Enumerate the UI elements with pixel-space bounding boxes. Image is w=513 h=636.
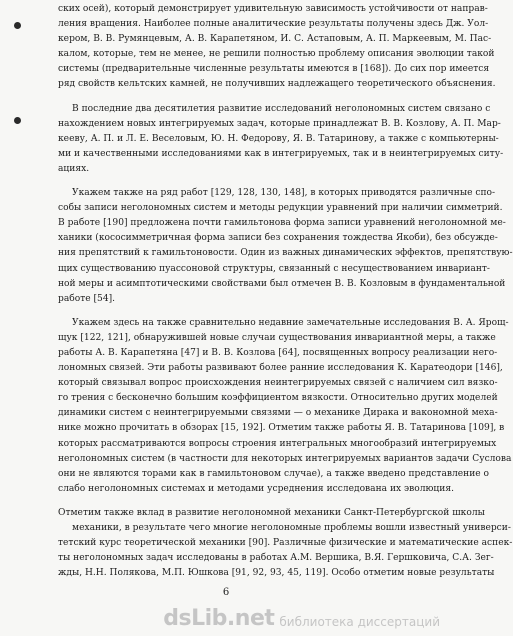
paragraph-gap: [58, 497, 426, 506]
text-line: ациях.: [58, 163, 90, 174]
text-line: ряд свойств кельтских камней, не получивших надлежащего теоретического объяснения.: [58, 79, 496, 90]
text-line: нике можно прочитать в обзорах [15, 192]. Отметим также работы Я. В. Татаринова [109], в: [58, 423, 505, 434]
text-line: ханики (кососимметричная форма записи без сохранения тождества Якоби), без обсужде-: [58, 233, 498, 244]
paragraph-gap: [58, 177, 426, 186]
text-line: они не являются торами как в гамильтоновом случае), а также введено представление о: [58, 468, 490, 479]
margin-bullet-mark: [14, 117, 21, 124]
page-number: 6: [222, 587, 230, 598]
text-line: который связывал вопрос происхождения неинтегрируемых связей с наличием сил вязко-: [58, 378, 498, 389]
text-line: В последние два десятилетия развитие исследований неголономных систем связано с: [72, 103, 491, 114]
text-line: динамики систем с неинтегрируемыми связями — о механике Дирака и вакономной меха-: [58, 408, 498, 419]
text-line: ления вращения. Наиболее полные аналитические результаты получены здесь Дж. Уол-: [58, 19, 489, 30]
text-line: нахождением новых интегрируемых задач, которые принадлежат В. В. Козлову, А. П. Мар-: [58, 118, 501, 129]
watermark-subtitle: библиотека диссертаций: [279, 615, 440, 629]
text-line: работы А. В. Карапетяна [47] и В. В. Козлова [64], посвященных вопросу реализации него-: [58, 347, 498, 358]
text-line: кером, В. В. Румянцевым, А. В. Карапетяном, И. С. Астаповым, А. П. Маркеевым, М. Пас-: [58, 34, 492, 45]
text-line: В работе [190] предложена почти гамильтонова форма записи уравнений неголономной ме-: [58, 218, 506, 229]
paragraph-gap: [58, 307, 426, 316]
paragraph-gap: [58, 93, 426, 102]
text-line: неголономных систем (в частности для некоторых интегрируемых вариантов задачи Суслова: [58, 453, 512, 464]
text-line: ских осей), который демонстрирует удивительную зависимость устойчивости от направ-: [58, 4, 488, 14]
text-line: ния препятствий к гамильтоновости. Один из важных динамических эффектов, препятствую-: [58, 248, 513, 259]
text-line: лономных связей. Эти работы развивают более ранние исследования К. Каратеодори [146],: [58, 363, 503, 374]
text-line: кееву, А. П. и Л. Е. Веселовым, Ю. Н. Федорову, Я. В. Татаринову, а также с компьютерны-: [58, 133, 499, 144]
text-line: ты неголономных задач исследованы в работах А.М. Вершика, В.Я. Гершковича, С.А. Зег-: [58, 553, 494, 564]
document-body: [58, 2, 513, 581]
text-line: которых рассматриваются вопросы строения интегральных многообразий интегрируемых: [58, 438, 497, 449]
text-line: слабо неголономных системах и методами усреднения исследована их эволюция.: [58, 483, 454, 494]
site-watermark: [163, 604, 440, 630]
text-line: щих существованию пуассоновой структуры, связанный с несуществованием инвариант-: [58, 263, 490, 274]
margin-bullet-mark: [14, 22, 21, 29]
text-line: калом, которые, тем не менее, не решили полностью проблему описания эволюции такой: [58, 49, 495, 60]
text-line: Укажем здесь на также сравнительно недавние замечательные исследования В. А. Ярощ-: [72, 317, 509, 328]
text-line: работе [54].: [58, 293, 116, 304]
text-line: жды, Н.Н. Полякова, М.П. Юшкова [91, 92, 93, 45, 119]. Особо отметим новые результаты: [58, 568, 495, 579]
text-line: ми и качественными исследованиями как в интегрируемых, так и в неинтегрируемых ситу-: [58, 148, 504, 159]
text-line: Отметим также вклад в развитие неголономной механики Санкт-Петербургской школы: [58, 507, 485, 518]
text-line: механики, в результате чего многие неголономные проблемы вошли известный универси-: [72, 523, 511, 533]
text-line: тетский курс теоретической механики [90]. Различные физические и математические аспек-: [58, 538, 513, 549]
text-line: щук [122, 121], обнаружившей новые случаи существования инвариантной меры, а также: [58, 332, 496, 343]
text-line: собы записи неголономных систем и методы редукции уравнений при наличии симметрий.: [58, 203, 503, 214]
text-line: Укажем также на ряд работ [129, 128, 130, 148], в которых приводятся различные спо-: [72, 188, 496, 199]
text-line: системы (предварительные численные результаты имеются в [168]). До сих пор имеется: [58, 64, 490, 75]
text-line: ной меры и асимптотическими свойствами был отмечен В. В. Козловым в фундаментальной: [58, 278, 506, 289]
watermark-logo: dsLib.net: [163, 606, 275, 631]
text-line: го трения с бесконечно большим коэффициентом вязкости. Относительно других моделей: [58, 393, 498, 404]
